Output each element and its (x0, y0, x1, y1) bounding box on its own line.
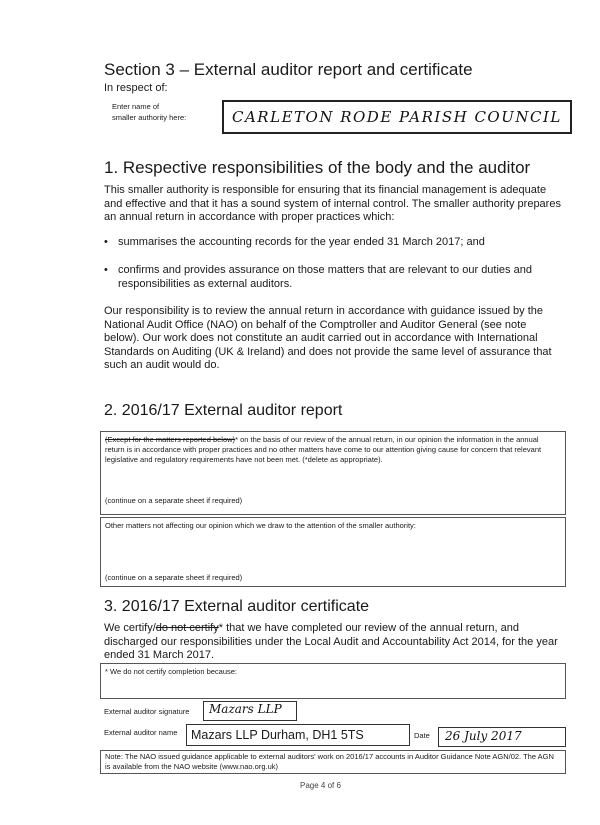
certify-pre: We certify/ (104, 622, 156, 634)
auditor-name-box[interactable] (186, 724, 410, 746)
authority-name-box[interactable] (222, 100, 572, 134)
struck-except-text: (Except for the matters reported below) (105, 435, 236, 444)
date-label: Date (414, 731, 430, 740)
auditor-name-value: Mazars LLP Durham, DH1 5TS (191, 728, 364, 742)
continue-note-2: (continue on a separate sheet if required) (105, 573, 243, 582)
certify-text (104, 622, 564, 663)
not-certify-box[interactable] (100, 663, 566, 699)
auditor-name-label: External auditor name (104, 728, 178, 737)
date-box[interactable] (438, 727, 566, 747)
page-number: Page 4 of 6 (300, 781, 341, 790)
bullet-icon: • (104, 236, 108, 248)
continue-note-1: (continue on a separate sheet if required) (105, 496, 243, 505)
not-certify-label: * We do not certify completion because: (105, 667, 238, 676)
other-matters-box[interactable] (100, 517, 566, 587)
nao-note-box (100, 750, 566, 774)
nao-note-text: Note: The NAO issued guidance applicable to external auditors' work on 2016/17 accounts in Auditor Guidance Note AGN/02. The AGN is available from the NAO website (www.nao.org.uk) (105, 752, 554, 771)
certify-post: * that we have completed our review of the annual return, and discharged our responsibilities under the Local Audit and Accountability Act 2014, for the year ended 31 March 2017. (104, 622, 558, 661)
report-box[interactable] (100, 431, 566, 515)
signature-box[interactable] (203, 701, 297, 721)
report-body-text: * on the basis of our review of the annual return, in our opinion the information in the annual return is in accordance with proper practices and no other matters have come to our attention giving cause for concern that relevant legislative and regulatory requirements have not been met. (*delete as appropriate). (105, 435, 542, 464)
section-3-heading: 3. 2016/17 External auditor certificate (104, 598, 370, 615)
signature-label: External auditor signature (104, 707, 190, 716)
page-title: Section 3 – External auditor report and certificate (104, 60, 473, 79)
bullet-item-2: confirms and provides assurance on those matters that are relevant to our duties and responsibilities as external auditors. (118, 264, 532, 290)
report-text (105, 435, 559, 465)
responsibility-text: Our responsibility is to review the annual return in accordance with guidance issued by the National Audit Office (NAO) on behalf of the Comptroller and Auditor General (see note below). Our work does not constitute an audit carried out in accordance with International Standards on Auditing (UK & Ireland) and does not provide the same level of assurance that such an audit would do. (104, 305, 552, 371)
other-matters-label: Other matters not affecting our opinion which we draw to the attention of the smaller authority: (105, 521, 416, 530)
enter-name-label-1: Enter name of (112, 102, 160, 111)
signature-value: Mazars LLP (209, 702, 282, 716)
section-1-intro: This smaller authority is responsible for ensuring that its financial management is adequate and effective and that it has a sound system of internal control. The smaller authority prepares an annual return in accordance with proper practices which: (104, 184, 561, 223)
bullet-item-1: summarises the accounting records for the year ended 31 March 2017; and (118, 236, 485, 248)
in-respect-of-label: In respect of: (104, 82, 168, 94)
section-2-heading: 2. 2016/17 External auditor report (104, 402, 343, 419)
section-1-heading: 1. Respective responsibilities of the body and the auditor (104, 158, 531, 177)
certify-struck: do not certify (155, 622, 219, 634)
date-value: 26 July 2017 (445, 729, 522, 743)
authority-name-value: CARLETON RODE PARISH COUNCIL (232, 108, 562, 126)
enter-name-label-2: smaller authority here: (112, 113, 187, 122)
bullet-icon: • (104, 264, 108, 276)
